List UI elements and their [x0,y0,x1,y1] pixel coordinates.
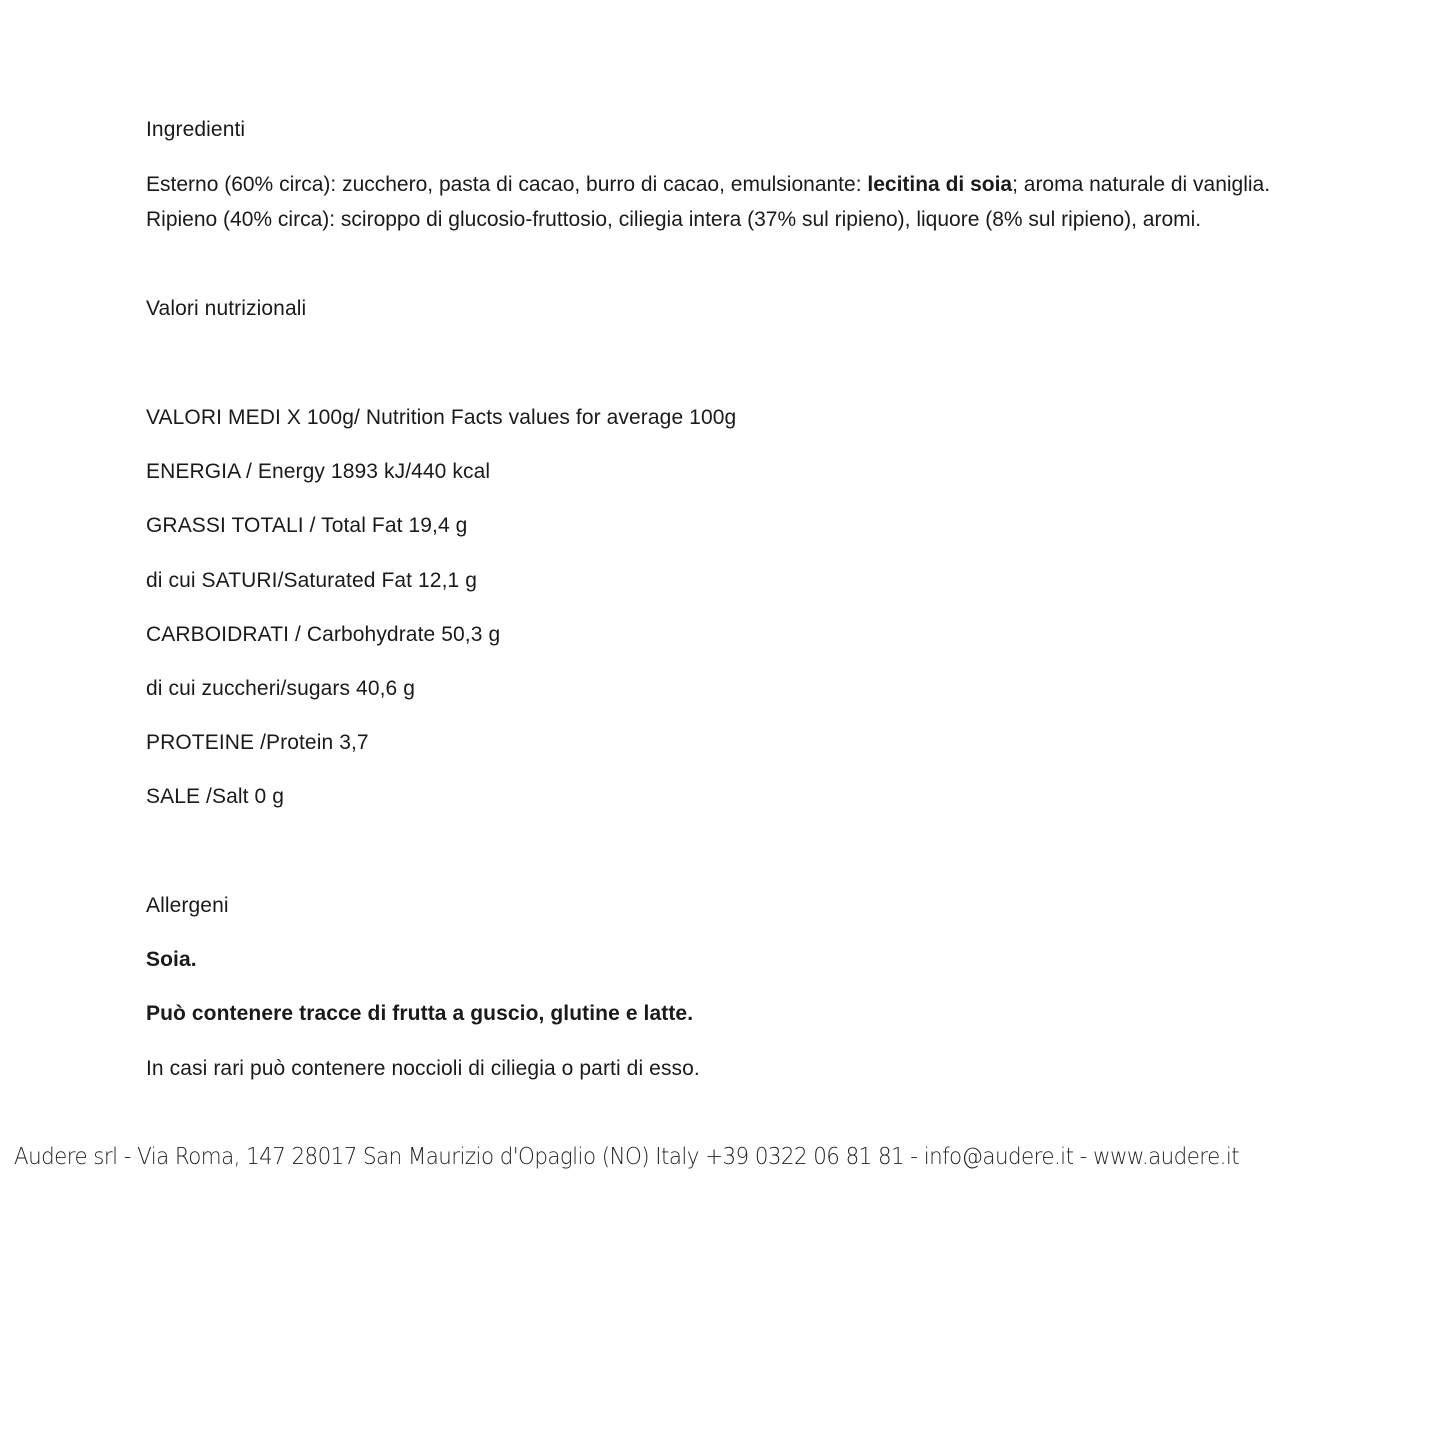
nutrition-row-carbohydrate: CARBOIDRATI / Carbohydrate 50,3 g [146,623,501,646]
ingredients-allergen-highlight: lecitina di soia [867,173,1013,196]
nutrition-row-salt: SALE /Salt 0 g [146,785,284,808]
allergens-note: In casi rari può contenere noccioli di ciliegia o parti di esso. [146,1057,700,1080]
allergens-main: Soia. [146,948,197,971]
ingredients-text-part2: ; aroma naturale di vaniglia. Ripieno (40% circa): sciroppo di glucosio-fruttosio, ciliegia intera (37% sul ripieno), liquore (8% sul ripieno), aromi. [146,173,1271,231]
allergens-traces: Può contenere tracce di frutta a guscio, glutine e latte. [146,1002,694,1025]
ingredients-heading: Ingredienti [146,118,246,141]
nutrition-row-protein: PROTEINE /Protein 3,7 [146,731,369,754]
ingredients-text [146,167,1311,237]
company-footer: Audere srl - Via Roma, 147 28017 San Maurizio d'Opaglio (NO) Italy +39 0322 06 81 81 - info@audere.it - www.audere.it [14,1144,1240,1170]
nutrition-row-sugars: di cui zuccheri/sugars 40,6 g [146,677,416,700]
ingredients-text-part1: Esterno (60% circa): zucchero, pasta di cacao, burro di cacao, emulsionante: [146,173,868,196]
nutrition-row-energy: ENERGIA / Energy 1893 kJ/440 kcal [146,460,491,483]
nutrition-row-header: VALORI MEDI X 100g/ Nutrition Facts values for average 100g [146,406,737,429]
nutrition-row-total-fat: GRASSI TOTALI / Total Fat 19,4 g [146,514,468,537]
nutrition-row-saturated-fat: di cui SATURI/Saturated Fat 12,1 g [146,569,478,592]
allergens-heading: Allergeni [146,894,229,917]
nutrition-heading: Valori nutrizionali [146,297,307,320]
